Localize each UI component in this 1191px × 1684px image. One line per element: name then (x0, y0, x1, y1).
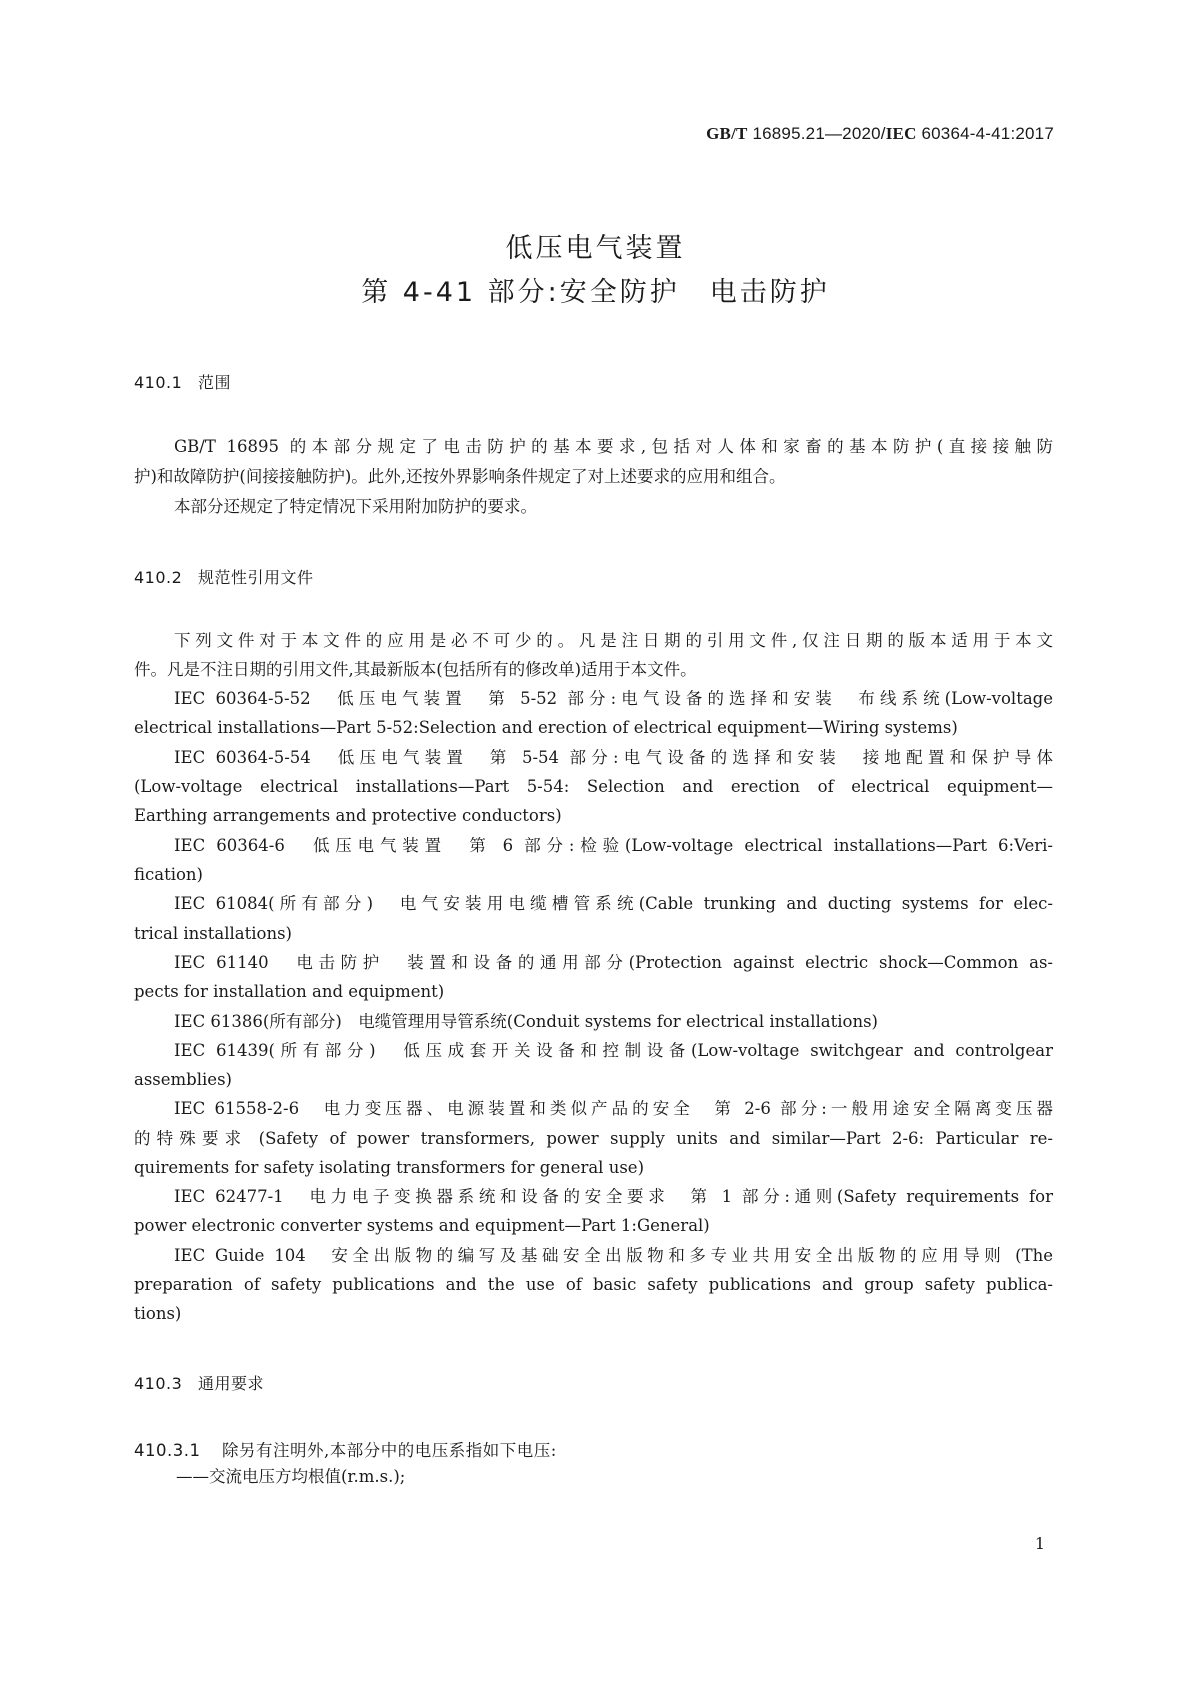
reference-entry-cont: trical installations) (134, 924, 292, 943)
section-heading-general-requirements (134, 1371, 264, 1394)
section-number: 410.3 (134, 1374, 183, 1393)
reference-entry: IEC 61386(所有部分) 电缆管理用导管系统(Conduit systems for electrical installations) (174, 1012, 878, 1031)
reference-entry: IEC 61084(所有部分) 电气安装用电缆槽管系统(Cable trunking and ducting systems for elec- (174, 894, 1053, 913)
reference-entry-cont: electrical installations—Part 5-52:Selection and erection of electrical equipment—Wiring systems) (134, 718, 958, 737)
clause-number: 410.3.1 (134, 1441, 201, 1460)
reference-entry: IEC 61140 电击防护 装置和设备的通用部分(Protection against electric shock—Common as- (174, 953, 1053, 972)
reference-entry: IEC 62477-1 电力电子变换器系统和设备的安全要求 第 1 部分:通则(Safety requirements for (174, 1187, 1053, 1206)
clause-410-3-1 (134, 1437, 557, 1461)
reference-entry-cont: Earthing arrangements and protective conductors) (134, 806, 562, 825)
iec-prefix: IEC (885, 124, 917, 143)
reference-entry-cont: fication) (134, 865, 203, 884)
reference-entry-cont: quirements for safety isolating transformers for general use) (134, 1158, 645, 1177)
standard-code: 16895.21—2020/ (747, 124, 886, 143)
reference-entry-cont: pects for installation and equipment) (134, 982, 445, 1001)
reference-entry-cont: assemblies) (134, 1070, 232, 1089)
references-intro-line: 件。凡是不注日期的引用文件,其最新版本(包括所有的修改单)适用于本文件。 (134, 660, 697, 679)
document-title-line1: 低压电气装置 (505, 233, 686, 264)
document-title-line2: 第 4-41 部分:安全防护 电击防护 (361, 277, 830, 308)
reference-entry-cont: 的特殊要求 (Safety of power transformers, power supply units and similar—Part 2-6: Particular re- (134, 1129, 1053, 1148)
standard-code-header (706, 124, 1054, 144)
clause-list-item: ——交流电压方均根值(r.m.s.); (176, 1467, 406, 1486)
reference-entry-cont: (Low-voltage electrical installations—Part 5-54: Selection and erection of electrical equipment— (134, 777, 1053, 796)
reference-entry-cont: preparation of safety publications and the use of basic safety publications and group safety publica- (134, 1275, 1053, 1294)
section-heading-scope (134, 370, 231, 393)
reference-entry-cont: tions) (134, 1304, 182, 1323)
section-title: 范围 (198, 373, 232, 392)
section-number: 410.2 (134, 568, 183, 587)
scope-paragraph-line: 本部分还规定了特定情况下采用附加防护的要求。 (174, 497, 537, 516)
clause-text: 除另有注明外,本部分中的电压系指如下电压: (222, 1441, 557, 1460)
section-heading-normative-references (134, 565, 314, 588)
standard-prefix: GB/T (706, 124, 748, 143)
iec-code: 60364-4-41:2017 (916, 124, 1054, 143)
scope-paragraph-line: 护)和故障防护(间接接触防护)。此外,还按外界影响条件规定了对上述要求的应用和组合。 (134, 467, 786, 486)
page-number: 1 (1034, 1534, 1045, 1553)
section-title: 规范性引用文件 (198, 568, 314, 587)
reference-entry: IEC Guide 104 安全出版物的编写及基础安全出版物和多专业共用安全出版物的应用导则 (The (174, 1246, 1053, 1265)
section-title: 通用要求 (198, 1374, 265, 1393)
references-intro-line: 下列文件对于本文件的应用是必不可少的。凡是注日期的引用文件,仅注日期的版本适用于本文 (174, 631, 1053, 650)
reference-entry: IEC 60364-5-54 低压电气装置 第 5-54 部分:电气设备的选择和安装 接地配置和保护导体 (174, 748, 1053, 767)
scope-paragraph-line: GB/T 16895 的本部分规定了电击防护的基本要求,包括对人体和家畜的基本防护(直接接触防 (174, 437, 1053, 456)
reference-entry-cont: power electronic converter systems and equipment—Part 1:General) (134, 1216, 710, 1235)
reference-entry: IEC 61439(所有部分) 低压成套开关设备和控制设备(Low-voltage switchgear and controlgear (174, 1041, 1053, 1060)
reference-entry: IEC 60364-6 低压电气装置 第 6 部分:检验(Low-voltage electrical installations—Part 6:Veri- (174, 836, 1053, 855)
section-number: 410.1 (134, 373, 183, 392)
reference-entry: IEC 60364-5-52 低压电气装置 第 5-52 部分:电气设备的选择和安装 布线系统(Low-voltage (174, 689, 1053, 708)
reference-entry: IEC 61558-2-6 电力变压器、电源装置和类似产品的安全 第 2-6 部分:一般用途安全隔离变压器 (174, 1099, 1053, 1118)
